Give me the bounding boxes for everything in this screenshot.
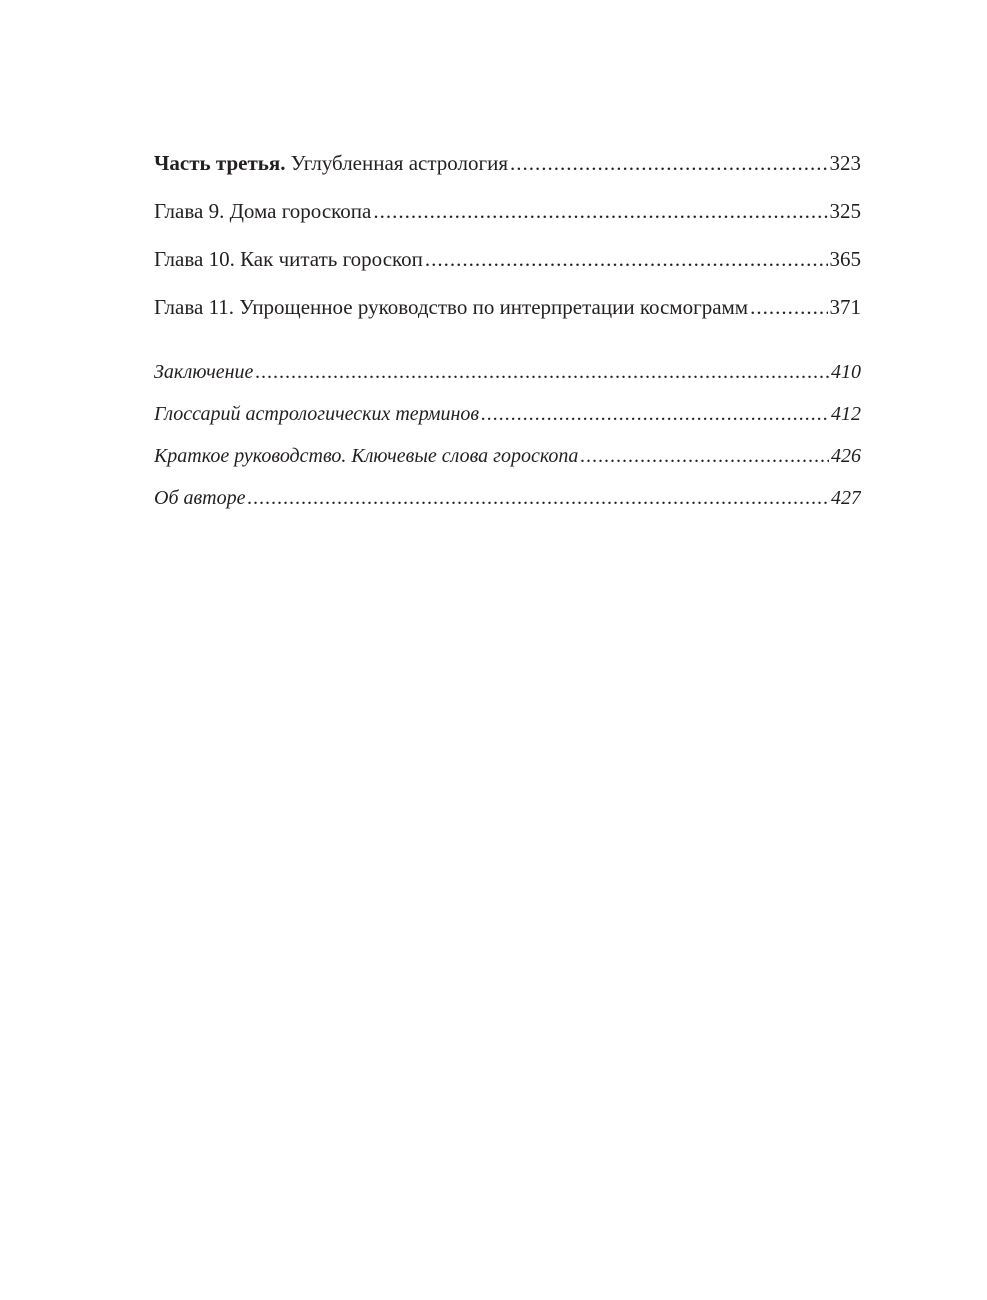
toc-back-matter <box>154 355 861 523</box>
dot-leader <box>510 146 828 180</box>
toc-chapter-11 <box>154 290 861 338</box>
dot-leader <box>750 290 827 324</box>
part-title: Углубленная астрология <box>290 151 508 175</box>
toc-entry-title: Глава 9. Дома гороскопа <box>154 199 372 223</box>
table-of-contents <box>154 146 861 523</box>
page-number: 371 <box>829 295 861 319</box>
page-number: 427 <box>831 487 861 509</box>
dot-leader <box>248 481 829 515</box>
page-number: 410 <box>831 361 861 383</box>
toc-entry-title: Глава 11. Упрощенное руководство по интерпретации космограмм <box>154 295 749 319</box>
toc-entry-title <box>154 146 508 180</box>
toc-chapter-10 <box>154 242 861 290</box>
toc-entry-title: Об авторе <box>154 487 246 509</box>
toc-entry-title: Заключение <box>154 361 254 383</box>
page-number: 412 <box>831 403 861 425</box>
page-number: 323 <box>829 151 861 175</box>
toc-entry-title: Краткое руководство. Ключевые слова гороскопа <box>154 445 579 467</box>
page-number: 426 <box>831 445 861 467</box>
dot-leader <box>255 355 829 389</box>
page-number: 365 <box>829 247 861 271</box>
toc-conclusion <box>154 355 861 397</box>
part-label: Часть третья. <box>154 151 286 175</box>
dot-leader <box>481 397 829 431</box>
dot-leader <box>580 439 829 473</box>
toc-about-author <box>154 481 861 523</box>
toc-part-three <box>154 146 861 194</box>
toc-glossary <box>154 397 861 439</box>
toc-entry-title: Глава 10. Как читать гороскоп <box>154 247 423 271</box>
toc-entry-title: Глоссарий астрологических терминов <box>154 403 480 425</box>
dot-leader <box>425 242 828 276</box>
dot-leader <box>373 194 827 228</box>
toc-chapter-9 <box>154 194 861 242</box>
page-number: 325 <box>829 199 861 223</box>
toc-quick-guide <box>154 439 861 481</box>
toc-main-section <box>154 146 861 338</box>
